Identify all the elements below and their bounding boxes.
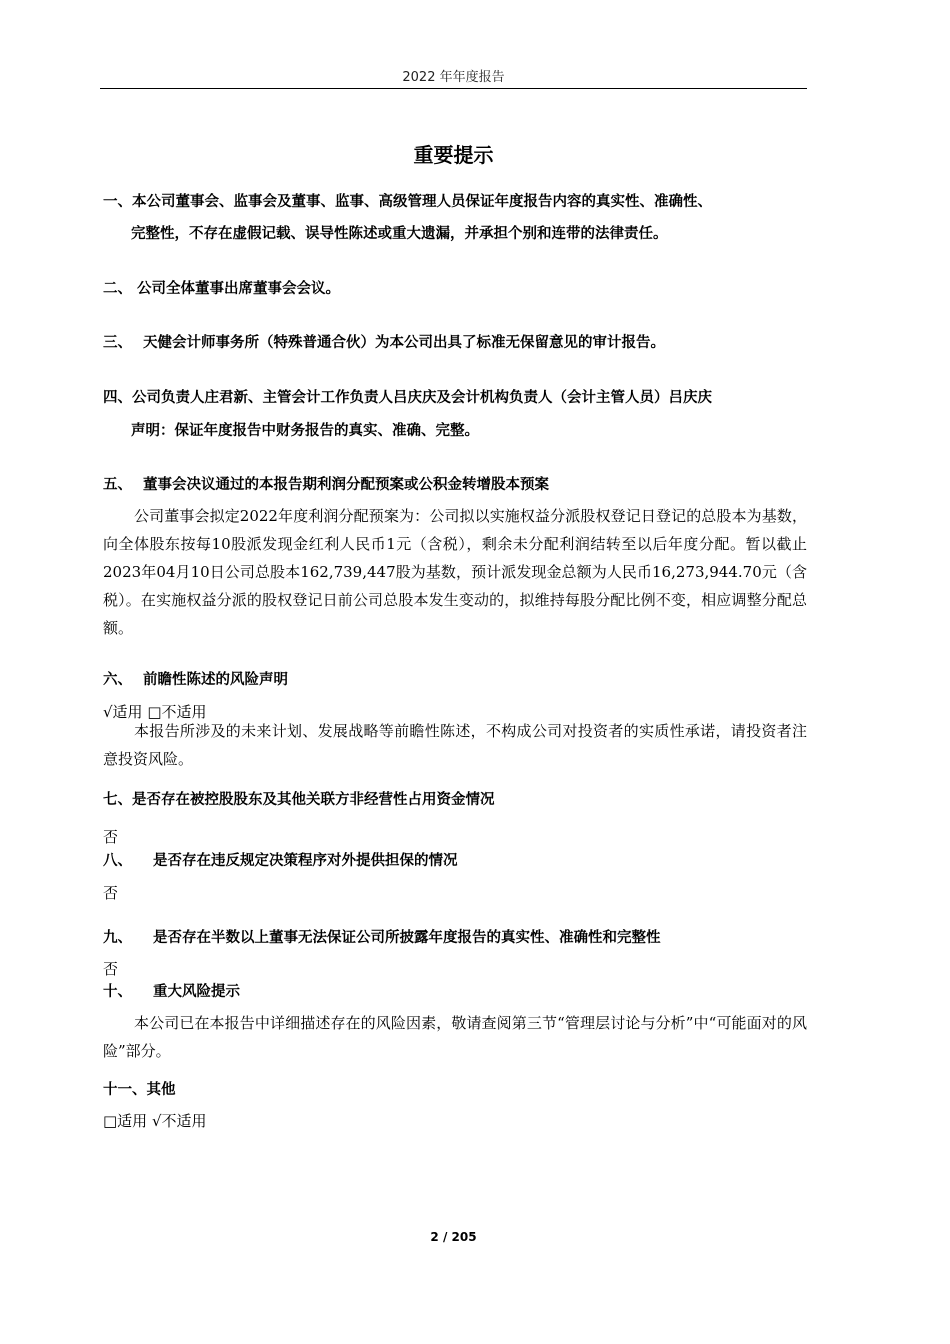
section-6-body: 本报告所涉及的未来计划、发展战略等前瞻性陈述，不构成公司对投资者的实质性承诺，请投资者注意投资风险。 bbox=[103, 722, 807, 768]
section-11-option: □适用 √不适用 bbox=[103, 1112, 207, 1130]
section-5-body: 公司董事会拟定2022年度利润分配预案为：公司拟以实施权益分派股权登记日登记的总股本为基数，向全体股东按每10股派发现金红利人民币1元（含税），剩余未分配利润结转至以后年度分配。暂以截止2023年04月10日公司总股本162,739,447股为基数，预计派发现金总额为人民币16,273,944.70元（含税）。在实施权益分派的股权登记日前公司总股本发生变动的，拟维持每股分配比例不变，相应调整分配总额。 bbox=[103, 507, 807, 637]
section-6-option: √适用 □不适用 bbox=[103, 703, 207, 721]
section-9-number: 九、 bbox=[103, 930, 132, 946]
section-8-number: 八、 bbox=[103, 853, 132, 869]
section-5-text: 董事会决议通过的本报告期利润分配预案或公积金转增股本预案 bbox=[143, 477, 549, 493]
section-6-heading bbox=[103, 668, 288, 689]
section-2-heading bbox=[103, 277, 340, 298]
section-3-number: 三、 bbox=[103, 335, 132, 351]
section-8-heading bbox=[103, 849, 458, 870]
header-rule bbox=[100, 88, 807, 89]
section-2-number: 二、 bbox=[103, 281, 132, 297]
section-10-number: 十、 bbox=[103, 984, 132, 1000]
section-1-heading bbox=[103, 190, 712, 211]
section-11-text: 其他 bbox=[146, 1082, 176, 1098]
section-11-number: 十一、 bbox=[103, 1082, 147, 1098]
section-7-text: 是否存在被控股股东及其他关联方非经营性占用资金情况 bbox=[132, 792, 495, 808]
section-7-number: 七、 bbox=[103, 792, 132, 808]
section-2-text: 公司全体董事出席董事会会议。 bbox=[137, 281, 340, 297]
section-7-answer: 否 bbox=[103, 828, 119, 846]
section-6-text: 前瞻性陈述的风险声明 bbox=[143, 672, 288, 688]
section-5-heading bbox=[103, 473, 549, 494]
page-header: 2022 年年度报告 bbox=[402, 70, 505, 85]
section-1-line1: 本公司董事会、监事会及董事、监事、高级管理人员保证年度报告内容的真实性、准确性、 bbox=[132, 194, 712, 210]
section-10-heading bbox=[103, 980, 240, 1001]
section-8-text: 是否存在违反规定决策程序对外提供担保的情况 bbox=[153, 853, 458, 869]
section-10-text: 重大风险提示 bbox=[153, 984, 240, 1000]
section-11-heading bbox=[103, 1078, 176, 1099]
section-3-text: 天健会计师事务所（特殊普通合伙）为本公司出具了标准无保留意见的审计报告。 bbox=[143, 335, 665, 351]
section-4-line1: 公司负责人庄君新、主管会计工作负责人吕庆庆及会计机构负责人（会计主管人员）吕庆庆 bbox=[132, 390, 712, 406]
section-4-number: 四、 bbox=[103, 390, 132, 406]
section-7-heading bbox=[103, 788, 495, 809]
section-4-heading bbox=[103, 386, 712, 407]
section-10-body: 本公司已在本报告中详细描述存在的风险因素，敬请查阅第三节“管理层讨论与分析”中“可能面对的风险”部分。 bbox=[103, 1014, 807, 1060]
section-1-line2: 完整性，不存在虚假记载、误导性陈述或重大遗漏，并承担个别和连带的法律责任。 bbox=[131, 226, 668, 242]
section-9-heading bbox=[103, 926, 661, 947]
page-number: 2 / 205 bbox=[430, 1230, 477, 1244]
section-1-number: 一、 bbox=[103, 194, 132, 210]
section-8-answer: 否 bbox=[103, 884, 119, 902]
section-9-text: 是否存在半数以上董事无法保证公司所披露年度报告的真实性、准确性和完整性 bbox=[153, 930, 661, 946]
section-9-answer: 否 bbox=[103, 960, 119, 978]
section-5-number: 五、 bbox=[103, 477, 132, 493]
section-4-line2: 声明：保证年度报告中财务报告的真实、准确、完整。 bbox=[131, 423, 479, 439]
section-3-heading bbox=[103, 331, 665, 352]
page-title: 重要提示 bbox=[413, 143, 494, 167]
section-6-number: 六、 bbox=[103, 672, 132, 688]
